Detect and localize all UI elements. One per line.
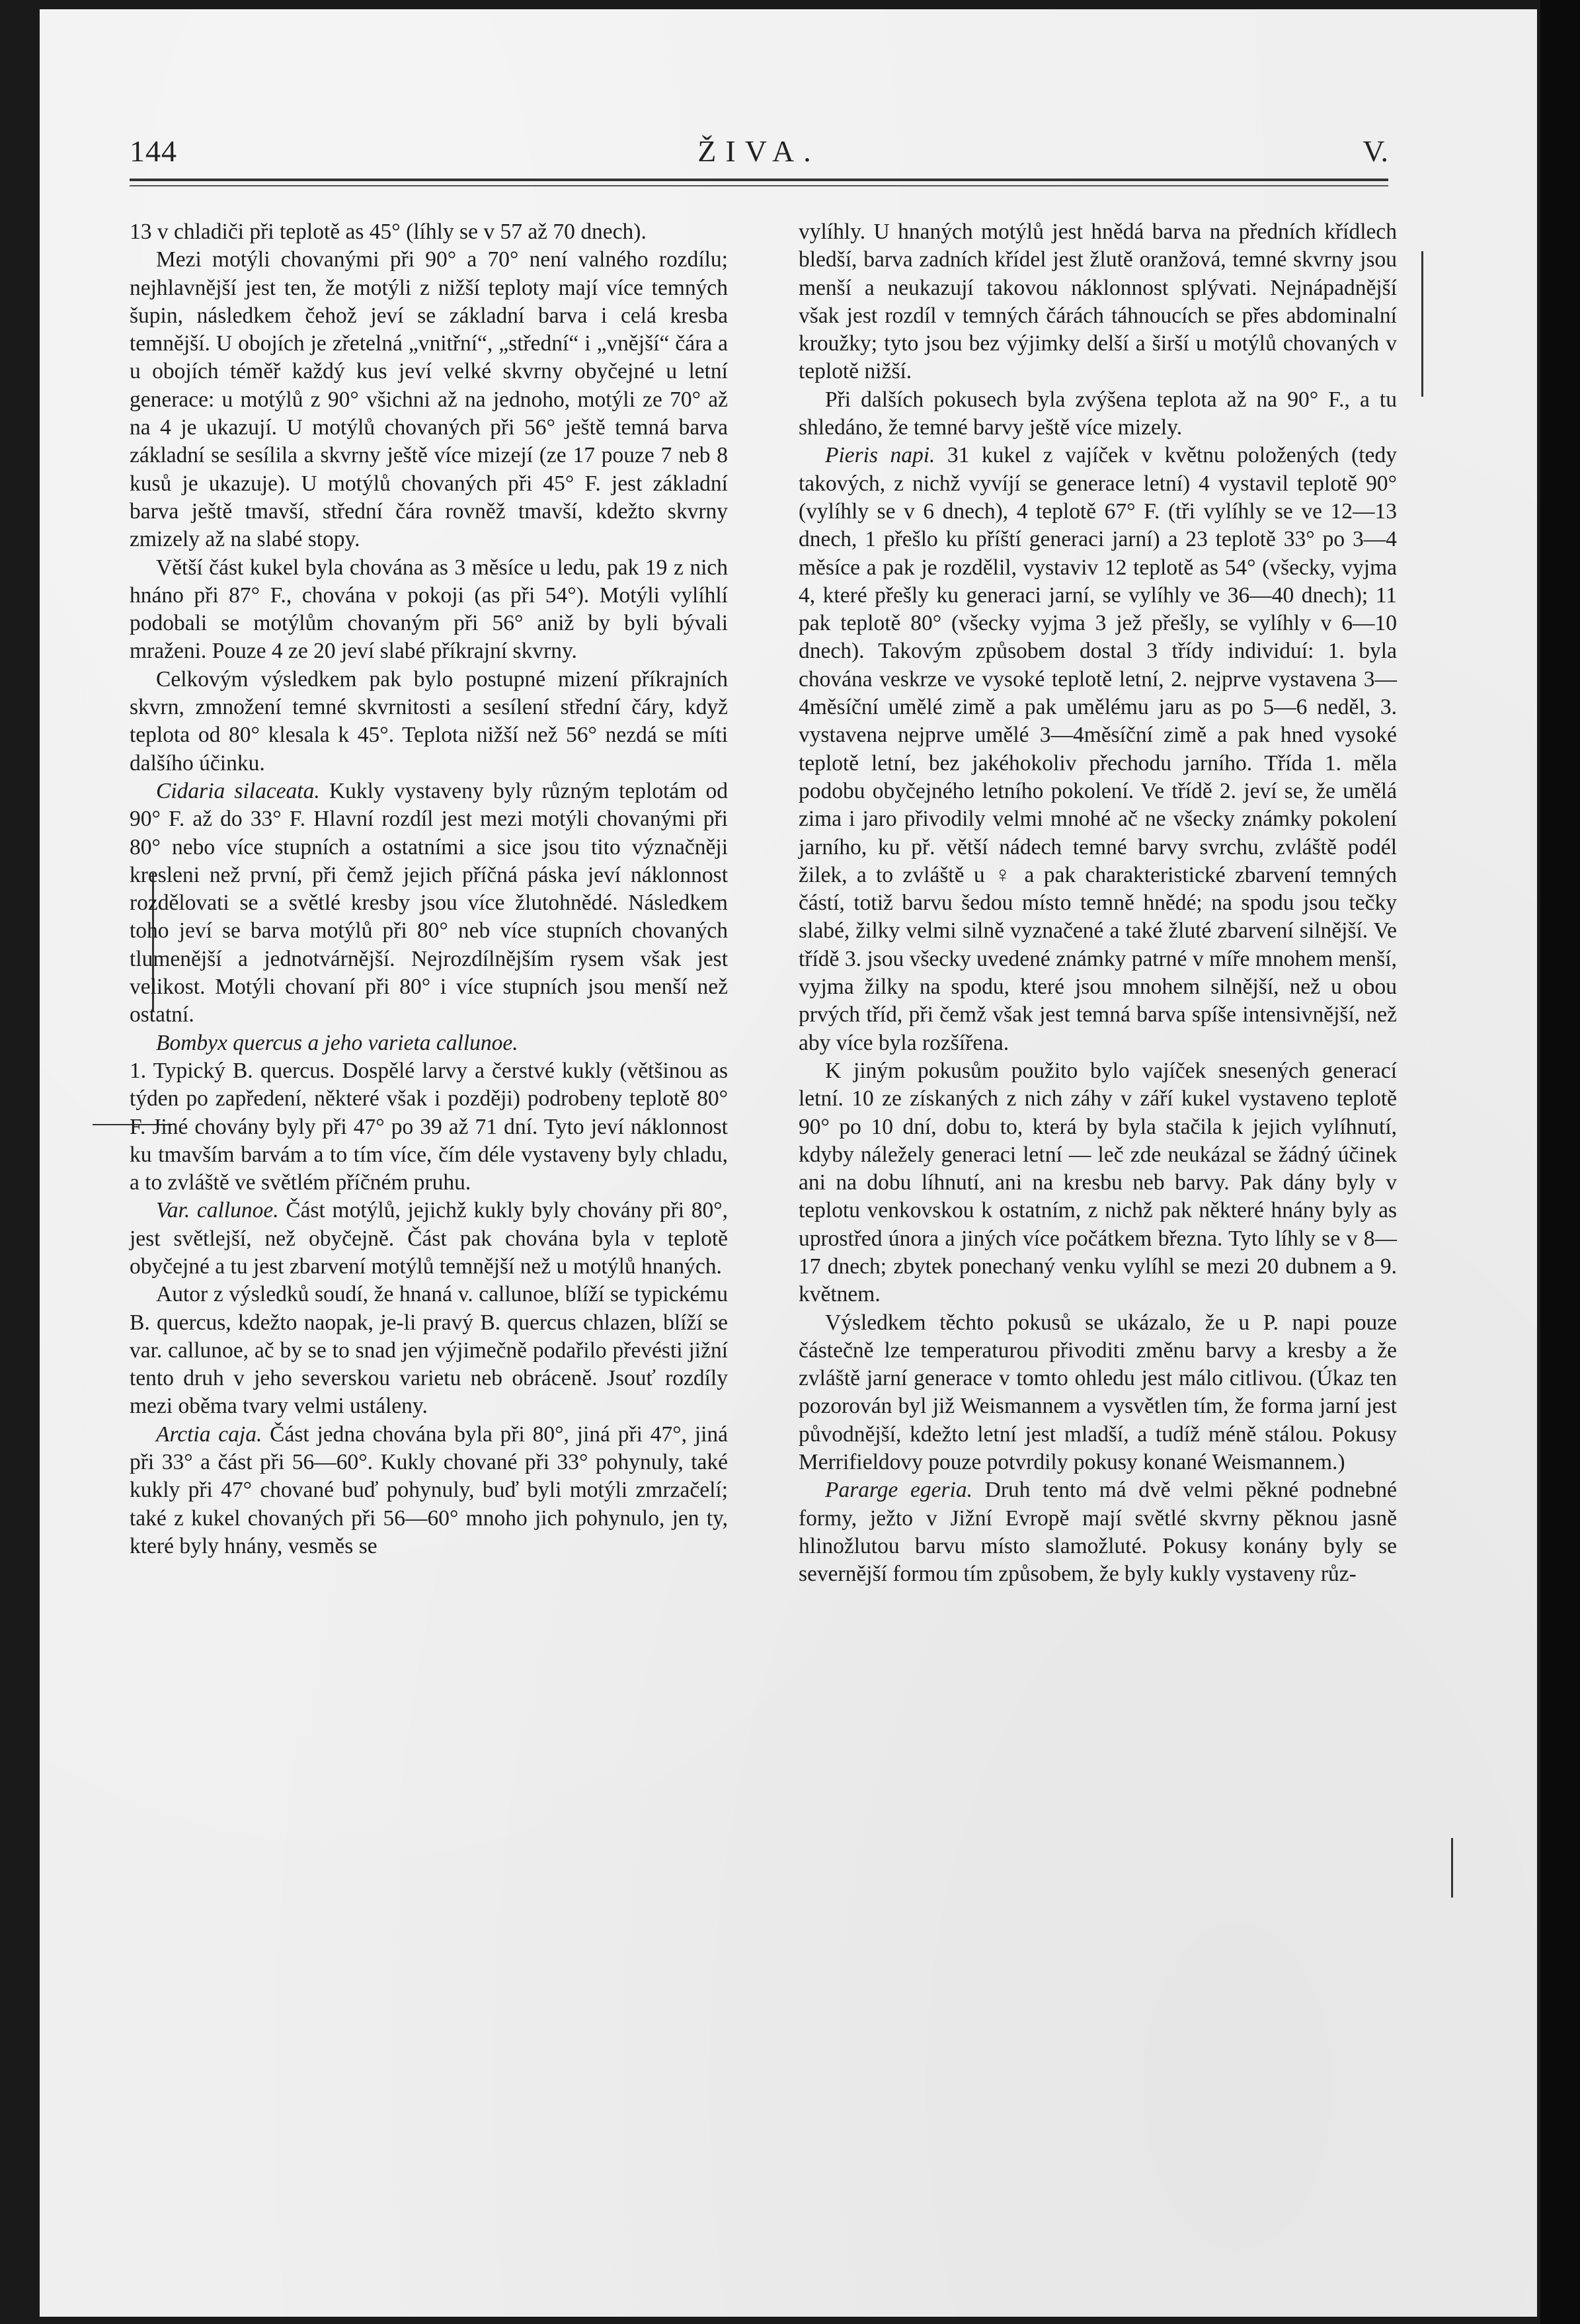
species-name: Pieris napi. — [825, 443, 935, 468]
margin-mark — [1451, 1838, 1453, 1898]
paragraph — [130, 1281, 728, 1420]
species-name: Arctia caja. — [156, 1422, 262, 1447]
paragraph — [130, 1057, 728, 1197]
page-header — [130, 130, 1388, 176]
paragraph-text: Druh tento má dvě velmi pěkné podnebné formy, ježto v Jižní Evropě mají světlé skvrny pěknou jasně hlinožlutou barvu místo slamožluté. Pokusy konány byly se severnější formou tím způsobem, že byly kukly vystaveny růz- — [799, 1478, 1397, 1587]
species-name: Var. callunoe. — [156, 1198, 279, 1223]
paragraph-text: Celkovým výsledkem pak bylo postupné mizení příkrajních skvrn, zmnožení temné skvrnitosti a sesílení střední čáry, když teplota od 80° klesala k 45°. Teplota nižší než 56° nezdá se míti dalšího účinku. — [130, 666, 728, 776]
species-name: Bombyx quercus a jeho varieta callunoe. — [156, 1030, 518, 1055]
paragraph-text: Při dalších pokusech byla zvýšena teplota až na 90° F., a tu shledáno, že temné barvy ještě více mizely. — [799, 387, 1397, 440]
paragraph-text: 31 kukel z vajíček v květnu položených (tedy takových, z nichž vyvíjí se generace letní) 4 vystavil teplotě 90° (vylíhly se v 6 dnech), 4 teplotě 67° F. (tři vylíhly se ve 12—13 dnech, 1 přešlo ku příští generaci jarní) a 23 teplotě 33° po 3—4 měsíce a pak je rozdělil, vystaviv 12 teplotě as 54° (všecky, vyjma 4, které přešly ku generaci jarní, se vylíhly ve 36—40 dnech); 11 pak teplotě 80° (všecky vyjma 3 jež přešly, se vylíhly v 6—10 dnech). Takovým způsobem dostal 3 třídy individuí: 1. byla chována veskrze ve vysoké teplotě letní, 2. nejprve vystavena 3—4měsíční umělé zimě a pak umělému jaru as po 5—6 neděl, 3. vystavena nejprve umělé 3—4měsíční zimě a pak hned vysoké teplotě letní, bez jakéhokoliv přechodu jarního. Třída 1. měla podobu obyčejného letního pokolení. Ve třídě 2. jeví se, že umělá zima i jaro přivodily velmi mnohé ač ne všecky známky pokolení jarního, ku př. větší nádech temné barvy svrchu, zvláště podél žilek, a to zvláště u ♀ a pak charakteristické zbarvení temných částí, totiž barvu šedou místo temně hnědé; na spodu jsou tečky slabé, žilky velmi silně vyznačené a také žluté zbarvení silnější. Ve třídě 3. jsou všecky uvedené známky patrné v míře mnohem menší, vyjma žilky na spodu, které jsou mnohem silnější, než u obou prvých tříd, při čemž však jest temná barva spíše intensivnější, než aby více byla rozšířena. — [799, 443, 1397, 1055]
species-name: Cidaria silaceata. — [156, 778, 320, 803]
paragraph — [130, 778, 728, 1029]
paragraph — [799, 1057, 1397, 1309]
paragraph-text: K jiným pokusům použito bylo vajíček snesených generací letní. 10 ze získaných z nich záhy v září kukel vystaveno teplotě 90° po 10 dní, dobu to, která by byla stačila k jejich vylíhnutí, kdyby náležely generaci letní — leč zde neukázal se žádný účinek ani na dobu líhnutí, ani na kresbu neb barvy. Pak dány byly v teplotu venkovskou k ostatním, z nichž pak některé hnány byly as uprostřed února a jiných více počátkem března. Tyto líhly se v 8—17 dnech; zbytek ponechaný venku vylíhl se mezi 20 dubnem a 9. květnem. — [799, 1058, 1397, 1307]
header-rule-thin — [130, 185, 1388, 186]
paragraph-text: Část jedna chována byla při 80°, jiná při 47°, jiná při 33° a část při 56—60°. Kukly chované při 33° pohynuly, také kukly při 47° chované buď pohynuly, buď byli motýli zmrzačelí; také z kukel chovaných při 56—60° mnoho jich pohynulo, jen ty, které byly hnány, vesměs se — [130, 1422, 728, 1558]
journal-title: ŽIVA. — [697, 134, 820, 168]
right-column — [799, 218, 1397, 1589]
paragraph — [799, 386, 1397, 442]
paragraph-text: vylíhly. U hnaných motýlů jest hnědá barva na předních křídlech bledší, barva zadních křídel jest žlutě oranžová, temné skvrny jsou menší a neukazují takovou náklonnost splývati. Nejnápadnější však jest rozdíl v temných čárách táhnoucích se přes abdominalní kroužky; tyto jsou bez výjimky delší a širší u motýlů chovaných v teplotě nižší. — [799, 220, 1397, 384]
paragraph-text: Větší část kukel byla chována as 3 měsíce u ledu, pak 19 z nich hnáno při 87° F., chována v pokoji (as při 54°). Motýli vylíhlí podobali se motýlům chovaným při 56° aniž by byli bývali mraženi. Pouze 4 ze 20 jeví slabé příkrajní skvrny. — [130, 555, 728, 664]
paragraph — [130, 1421, 728, 1560]
paragraph — [130, 554, 728, 666]
header-rule — [130, 179, 1388, 181]
paragraph — [130, 666, 728, 778]
left-column — [130, 218, 728, 1560]
paragraph-text: Kukly vystaveny byly různým teplotám od 90° F. až do 33° F. Hlavní rozdíl jest mezi motýli chovanými při 80° nebo více stupních a ostatními a sice jsou tito význačněji kresleni než první, při čemž jejich příčná páska jeví náklonnost rozdělovati se a světlé kresby jsou více žlutohnědé. Následkem toho jeví se barva motýlů při 80° neb více stupních chovaných tlumenější a jednotvárnější. Nejrozdílnějším rysem však jest velikost. Motýli chovaní při 80° i více stupních jsou menší než ostatní. — [130, 778, 728, 1027]
paragraph-text: 13 v chladiči při teplotě as 45° (líhly se v 57 až 70 dnech). — [130, 220, 647, 244]
paragraph — [130, 246, 728, 553]
page-number: 144 — [130, 134, 177, 168]
margin-mark — [1421, 251, 1423, 397]
species-name: Pararge egeria. — [825, 1478, 972, 1503]
scan-edge — [1540, 0, 1580, 2324]
paragraph — [130, 1197, 728, 1281]
paragraph-text: Výsledkem těchto pokusů se ukázalo, že u P. napi pouze částečně lze temperaturou přivoditi změnu barvy a kresby a že zvláště jarní generace v tomto ohledu jest málo citlivou. (Úkaz ten pozorován byl již Weismannem a vysvětlen tím, že forma jarní jest původnější, kdežto letní jest mladší, a tudíž méně stálou. Pokusy Merrifieldovy pouze potvrdily pokusy konané Weismannem.) — [799, 1310, 1397, 1475]
paragraph — [799, 218, 1397, 386]
paragraph — [799, 442, 1397, 1057]
paragraph — [799, 1309, 1397, 1477]
paragraph-text: Část motýlů, jejichž kukly byly chovány při 80°, jest světlejší, než obyčejně. Část pak chována byla v teplotě obyčejné a tu jest zbarvení motýlů temnější než u motýlů hnaných. — [130, 1198, 728, 1279]
paragraph — [130, 218, 728, 246]
paragraph — [130, 1029, 728, 1057]
paragraph-text: Mezi motýli chovanými při 90° a 70° není valného rozdílu; nejhlavnější jest ten, že motýli z nižší teploty mají více temných šupin, následkem čehož jeví se základní barva i celá kresba temnější. U obojích je zřetelná „vnitřní“, „střední“ i „vnější“ čára a u obojích téměř každý kus jeví velké skvrny obyčejné u letní generace: u motýlů z 90° všichni až na jednoho, motýli ze 70° až na 4 je ukazují. U motýlů chovaných při 56° ještě temná barva základní se sesílila a skvrny ještě více mizejí (ze 17 pouze 7 neb 8 kusů je ukazuje). U motýlů chovaných při 45° F. jest základní barva ještě tmavší, střední čára rovněž tmavší, kdežto skvrny zmizely až na slabé stopy. — [130, 247, 728, 552]
paragraph — [799, 1476, 1397, 1588]
volume-number: V. — [1363, 134, 1388, 168]
paragraph-text: Autor z výsledků soudí, že hnaná v. callunoe, blíží se typickému B. quercus, kdežto naopak, je-li pravý B. quercus chlazen, blíží se var. callunoe, ač by se to snad jen výjimečně podařilo převésti jižní tento druh v jeho severskou varietu neb obráceně. Jsouť rozdíly mezi oběma tvary velmi ustáleny. — [130, 1282, 728, 1419]
paragraph-text: 1. Typický B. quercus. Dospělé larvy a čerstvé kukly (většinou as týden po zapředení, některé však i později) podrobeny teplotě 80° F. Jiné chovány byly při 47° po 39 až 71 dní. Tyto jeví náklonnost ku tmavším barvám a to tím více, čím déle vystaveny byly chladu, a to zvláště ve světlém příčném pruhu. — [130, 1058, 728, 1195]
